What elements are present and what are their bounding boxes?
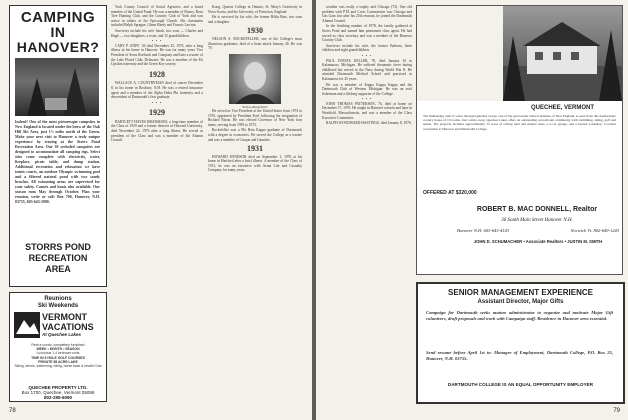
obit-rockefeller-3: Rockefeller was a Phi Beta Kappa graduate of Dartmouth with a degree in economics. He served the College as a trustee and was a member of Casque and Gauntlet. — [208, 128, 302, 142]
obit-text: York County Council of Social Agencies, and a board member of the United Fund. He was a member of Rotary, Rose Tree Hunting Club, and the Country Club of York and was active in affairs of the Episcopal Church. His classmates included Ralph Sprague, Glenn Hardy and Francis Lawton. — [111, 5, 203, 28]
ad-background-text — [417, 6, 503, 101]
obit-windsor: HOWARD WINDSOR died on September 1, 1976 at his home in Hartford after a brief illness. A member of the Class of 1931, he was an executive with Aetna Life and Casualty Company for many years. — [208, 154, 302, 173]
recreation-title: RECREATION — [28, 253, 88, 263]
associate-realtors: JOHN D. SCHUMACHER • Associate Realtors • JUSTIN M. SMITH — [473, 239, 603, 244]
norwich-phone: Norwich Vt. 802-649-1243 — [570, 228, 619, 233]
obit-text: Survivors include his wife Sarah, two sons — Charles and Hugh — two daughters, a sister, and 15 grandchildren. — [111, 28, 203, 38]
camping-body: Indeed! One of the most picturesque campsites in New England is located under the brow of the Oak Hill Ski Area, just 1½ miles north of the Green. Make your next visit to Hanover a truly unique experience by staying at the Storrs Pond Recreation Area. Our 30 secluded campsites are designed to accommodate all camping rigs. Select sites come complete with electricity, water, fireplace, picnic table, and dump station. Additional recreation and relaxation we have tennis courts, an outdoor Olympic swimming pool and a filtered natural pond with two sandy beaches. All swimming areas are supervised for your safety. Canoes and boats also available. Our season runs May through October. Plan your reunion, write or call: Box 706, Hanover, N.H. 03755, 603-643-2090. — [15, 120, 100, 204]
obit-text: Survivors include his wife, the former Barbara, three children and eight grandchildren. — [322, 43, 412, 53]
ad-line-condo: Rent a condo, completely furnished — [31, 343, 85, 347]
portrait-caption: Nelson Rockefeller — [242, 104, 268, 109]
job-description: Campaign for Dartmouth seeks mature administrator to organize and motivate Major Gift volunteers, draft proposals and work with Campaign staff. Residence in Hanover area essential. — [426, 310, 613, 321]
separator-dots: • • • — [361, 53, 373, 58]
page-number-left: 78 — [9, 408, 16, 414]
ad-line-golf: TIME IN 9 HOLE GOLF COURSES — [31, 355, 85, 360]
ad-line-units: Luxurious 1-4 bedroom units — [36, 351, 80, 356]
camping-headline-in: IN — [50, 24, 66, 40]
mountain-logo-icon — [14, 312, 40, 338]
realtor-address: 36 South Main Street Hanover N.H. — [501, 218, 573, 223]
quechee-real-estate-ad — [416, 5, 623, 275]
obit-text: Kong, Queens College in Ontario, St. Mary's University in Nova Scotia, and the University of Princeton, England. — [208, 5, 302, 14]
tree-icon — [15, 58, 99, 116]
page-number-right: 79 — [613, 408, 620, 414]
job-title: SENIOR MANAGEMENT EXPERIENCE — [448, 288, 593, 297]
obit-text: weather was really a trophy and Chicago (73). One old problem with PTA and Cross Commission was Chicago and Gas Gate, but after his 25th reunion, he joined the Dartmouth Alumni Council. — [322, 5, 412, 23]
portrait-icon — [229, 54, 281, 104]
house-icon — [503, 6, 622, 101]
quechee-title: QUECHEE, VERMONT — [530, 105, 594, 111]
year-heading-1929: 1929 — [149, 108, 165, 118]
vermont-brand: VERMONT — [42, 312, 87, 322]
obituary-column-right-1 — [322, 5, 412, 407]
obit-hastings: RALPH WOODWARD HASTINGS, died January 8, 1976. — [326, 121, 412, 126]
hanover-phone: Hanover N.H. 603-643-4143 — [457, 228, 509, 233]
obit-text: He is survived by his wife, the former Hilda Burt, two sons and a daughter. — [208, 15, 302, 24]
quechee-description: The thundering rush of water through Quechee Gorge, one of the spectacular natural beauties of New England, is seen from this handsomely country house of 10 rooms. Just a mile away, Quechee Lakes offers an outstanding recreational community with swimming, skiing, golf and tennis. The property includes approximately 13 acres of rolling land and mature trees, a 2-car garage, and a heated workshop. Location convenient to Hanover and Dartmouth College. — [423, 114, 616, 131]
job-contact: Send resume before April 1st to: Manager of Employment, Dartmouth College, P.O. Box 25, Hanover, N.H. 03755. — [426, 350, 613, 361]
equal-opportunity-footer: DARTMOUTH COLLEGE IS AN EQUAL OPPORTUNITY EMPLOYER — [447, 382, 594, 387]
left-page — [0, 0, 312, 420]
obit-bradshaw: BARTLETT HAYES BRADSHAW, a long-time member of the Class of 1929 and a former director of Harvard University, died November 22, 1976 after a long illness. He served as president of the Class and was a member of the Alumni Council. — [111, 119, 203, 143]
obit-keller: PAUL DAVIES KELLER, 78, died January 16 in Kalamazoo, Michigan. He suffered rheumatic fever during childhood but served in the Navy during World War II. He attended Dartmouth Medical School and practiced in Kalamazoo for 45 years. — [322, 58, 412, 81]
obit-countryman: WALLACE A. COUNTRYMAN died of cancer December 8, in his home in Roxbury, N.H. He was a retired insurance agent and a member of the Alpha Delta Phi fraternity and a descendent of Dartmouth's first graduate. — [111, 81, 203, 100]
obit-rockefeller-2: He served as Vice President of the United States from 1974 to 1976, appointed by President Ford following the resignation of Richard Nixon. He was elected Governor of New York four times, serving from 1959 to 1973. — [208, 108, 302, 127]
ski-weekends-title: Ski Weekends — [37, 303, 79, 309]
ad-line-season: WEEK • MONTH • SEASON — [36, 347, 80, 352]
year-heading-1930: 1930 — [247, 26, 263, 36]
quechee-property-label: QUECHEE PROPERTY LTD. — [28, 385, 88, 390]
camping-headline-hanover: HANOVER? — [16, 39, 100, 55]
job-subtitle: Assistant Director, Major Gifts — [477, 299, 564, 305]
quechee-lakes-label: At Quechee Lakes — [42, 332, 82, 337]
obit-text: In the finishing number of 1978, the family gathered at Storrs Pond and named him permanent class agent. He had served as class secretary and was a member of the Hanover Country Club. — [322, 24, 412, 43]
quechee-address: Box 1700, Quechee, Vermont 05059 — [21, 390, 95, 395]
storrs-pond-title: STORRS POND — [25, 242, 91, 252]
quechee-phone: 802-295-6090 — [43, 395, 73, 400]
area-title: AREA — [45, 264, 71, 274]
camping-headline: CAMPING — [20, 9, 96, 26]
obit-keller-2: He was a member of Kappa Kappa Kappa and the Dartmouth Club of Western Michigan. He was an avid fisherman and a lifelong supporter of the College. — [322, 82, 412, 96]
vermont-vacations-ad — [9, 292, 107, 402]
reunions-title: Reunions — [44, 296, 72, 302]
senior-management-ad — [416, 282, 625, 404]
separator-dots: • • • — [361, 97, 373, 102]
obit-stiff: CARY P. STIFF, '26 died December 25, 1976, after a long illness in his home in Hanover. He was for many years Vice President of Sears Roebuck and Company and later a trustee of the Lake Placid Club, Delaware. He was a member of the Psi Upsilon fraternity and the Green Key society. — [111, 43, 203, 67]
separator-dots: • • • — [151, 39, 163, 44]
obit-patterson: JOHN THOMAS PATTERSON, 76, died at home on December 17, 1976. He taught in Hanover schools and later in Westfield, Massachusetts, and was a member of the Class Executive Committee. — [322, 101, 412, 120]
right-page — [316, 0, 628, 420]
year-heading-1931: 1931 — [247, 144, 263, 154]
rockefeller-portrait — [229, 54, 281, 104]
year-heading-1928: 1928 — [149, 69, 165, 79]
ad-line-lake: PRIVATE 58 ACRE LAKE — [38, 359, 78, 364]
obituary-column-3 — [208, 5, 302, 405]
quechee-price: OFFERED AT $320,000 — [423, 190, 477, 196]
obit-rockefeller: NELSON A. ROCKEFELLER, one of the College's most illustrious graduates, died of a heart attack January 26. He was 70. — [208, 36, 302, 51]
realtor-name: ROBERT B. MAC DONNELL, Realtor — [476, 206, 598, 213]
obituary-column-2 — [111, 5, 203, 405]
vacations-brand: VACATIONS — [42, 322, 94, 332]
house-photo — [503, 6, 622, 101]
ad-line-skiing: Skiing, tennis, swimming, riding, horse back & health Club — [14, 364, 102, 369]
separator-dots: • • • — [151, 100, 163, 105]
camping-ad — [9, 5, 107, 287]
campsite-photo — [15, 58, 99, 116]
